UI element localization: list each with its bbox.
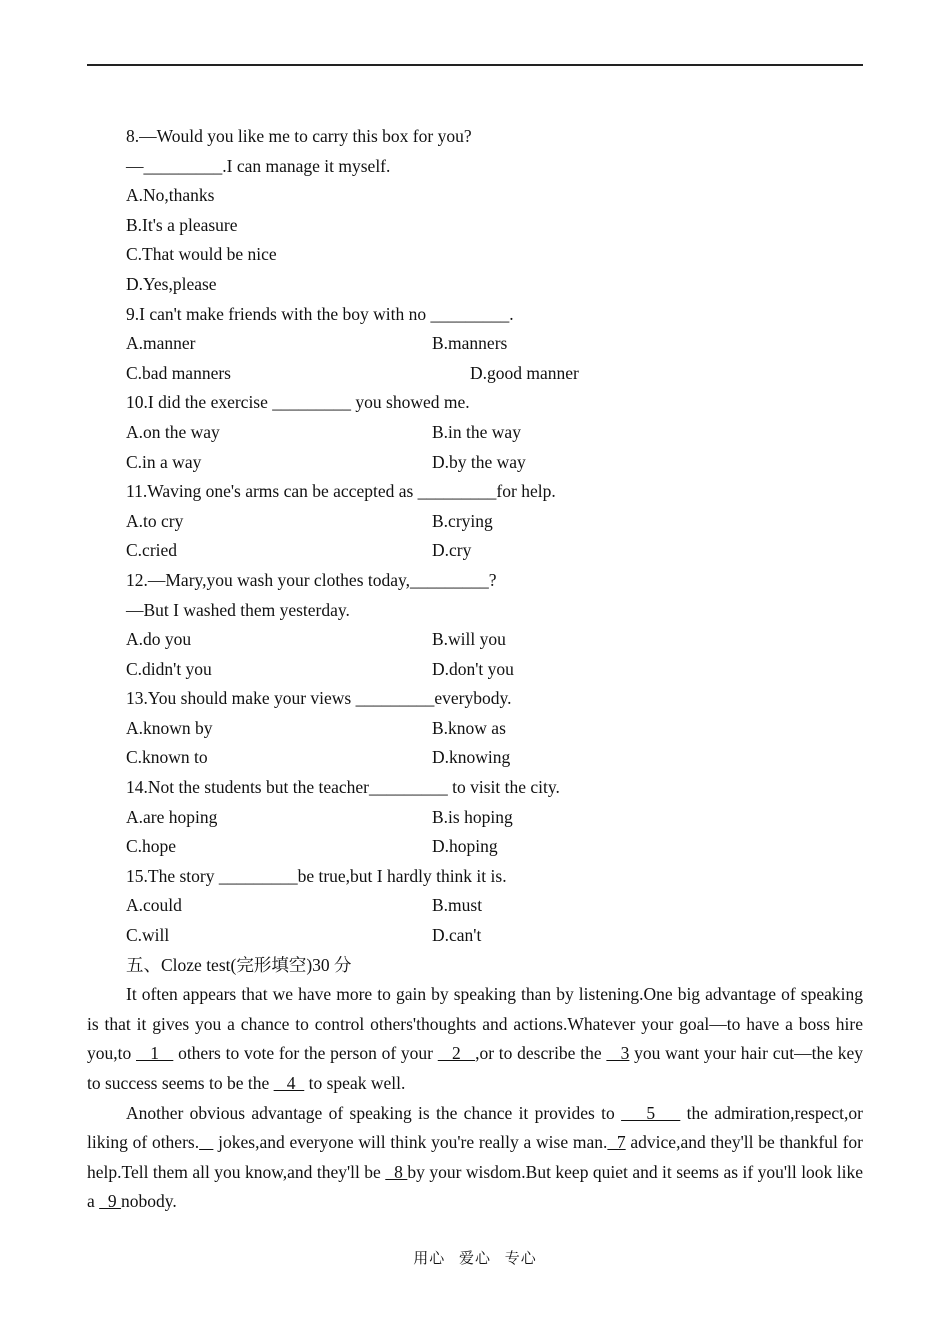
option-13b: B.know as bbox=[432, 717, 506, 738]
option-14b: B.is hoping bbox=[432, 806, 513, 827]
question-11-stem: 11.Waving one's arms can be accepted as _________for help. bbox=[126, 481, 556, 502]
cloze-text: others to vote for the person of your bbox=[173, 1043, 438, 1064]
option-14c: C.hope bbox=[126, 836, 177, 857]
options-row bbox=[87, 891, 863, 921]
question-12-stem: 12.—Mary,you wash your clothes today,_________? bbox=[126, 569, 497, 590]
option-14a: A.are hoping bbox=[126, 806, 218, 827]
options-row bbox=[87, 921, 863, 951]
option-15d: D.can't bbox=[432, 925, 482, 946]
blank-5: 5 bbox=[621, 1102, 681, 1123]
options-row bbox=[87, 832, 863, 862]
options-row bbox=[87, 803, 863, 833]
cloze-paragraph-1 bbox=[87, 980, 863, 1098]
option-14d: D.hoping bbox=[432, 836, 498, 857]
option-15b: B.must bbox=[432, 895, 483, 916]
options-row bbox=[87, 507, 863, 537]
option-15a: A.could bbox=[126, 895, 182, 916]
options-row bbox=[87, 743, 863, 773]
question-13-stem: 13.You should make your views _________everybody. bbox=[126, 688, 512, 709]
option-9a: A.manner bbox=[126, 333, 196, 354]
page-footer bbox=[0, 1247, 950, 1268]
option-12d: D.don't you bbox=[432, 658, 514, 679]
blank-6 bbox=[199, 1132, 213, 1152]
option-13a: A.known by bbox=[126, 717, 213, 738]
section-heading: 五、Cloze test(完形填空)30 分 bbox=[126, 954, 352, 975]
question-8-stem: 8.—Would you like me to carry this box for you? bbox=[126, 126, 472, 146]
options-row bbox=[87, 714, 863, 744]
blank-3: 3 bbox=[606, 1043, 630, 1064]
option-9b: B.manners bbox=[432, 333, 508, 354]
option-12c: C.didn't you bbox=[126, 658, 212, 679]
option-12a: A.do you bbox=[126, 629, 192, 650]
document-body bbox=[87, 122, 863, 1217]
cloze-passage bbox=[87, 980, 863, 1217]
cloze-text: ,or to describe the bbox=[475, 1043, 607, 1064]
cloze-paragraph-2 bbox=[87, 1099, 863, 1217]
option-8c: C.That would be nice bbox=[126, 244, 277, 265]
question-8-response: —_________.I can manage it myself. bbox=[126, 155, 391, 176]
options-row bbox=[87, 536, 863, 566]
cloze-text: the admiration,respect,or liking of others. bbox=[87, 1102, 863, 1153]
cloze-text: Another obvious advantage of speaking is the chance it provides to bbox=[126, 1102, 622, 1123]
footer-word: 专心 bbox=[504, 1249, 537, 1267]
option-10d: D.by the way bbox=[432, 451, 526, 472]
options-row bbox=[87, 625, 863, 655]
options-row bbox=[87, 359, 863, 389]
option-8a: A.No,thanks bbox=[126, 185, 215, 206]
blank-1: 1 bbox=[136, 1043, 174, 1064]
question-9-stem: 9.I can't make friends with the boy with no _________. bbox=[126, 303, 514, 324]
question-10-stem: 10.I did the exercise _________ you showed me. bbox=[126, 392, 470, 413]
blank-9: 9 bbox=[99, 1191, 122, 1212]
cloze-text: by your wisdom.But keep quiet and it seems as if you'll look like a bbox=[87, 1161, 863, 1212]
option-11d: D.cry bbox=[432, 540, 472, 561]
option-9d: D.good manner bbox=[470, 362, 579, 383]
cloze-text: nobody. bbox=[121, 1191, 177, 1212]
blank-7: 7 bbox=[607, 1132, 626, 1153]
cloze-text: advice,and they'll be thankful for help.Tell them all you know,and they'll be bbox=[87, 1132, 864, 1182]
option-9c: C.bad manners bbox=[126, 362, 231, 383]
footer-word: 爱心 bbox=[458, 1249, 491, 1267]
question-12-response: —But I washed them yesterday. bbox=[126, 599, 350, 620]
blank-4: 4 bbox=[273, 1073, 305, 1093]
option-10b: B.in the way bbox=[432, 421, 521, 442]
option-13c: C.known to bbox=[126, 747, 208, 768]
question-14-stem: 14.Not the students but the teacher_________ to visit the city. bbox=[126, 777, 560, 798]
blank-8: 8 bbox=[385, 1161, 408, 1182]
options-row bbox=[87, 448, 863, 478]
cloze-text: to speak well. bbox=[304, 1073, 406, 1093]
option-10a: A.on the way bbox=[126, 421, 220, 442]
option-11c: C.cried bbox=[126, 540, 178, 561]
option-12b: B.will you bbox=[432, 629, 506, 650]
option-10c: C.in a way bbox=[126, 451, 202, 472]
header-rule bbox=[87, 64, 863, 66]
option-15c: C.will bbox=[126, 925, 170, 946]
blank-2: 2 bbox=[437, 1043, 476, 1064]
cloze-text: jokes,and everyone will think you're really a wise man. bbox=[213, 1132, 608, 1153]
cloze-text: It often appears that we have more to gain by speaking than by listening.One big advantage of speaking is that it gives you a chance to control others'thoughts and actions.Whatever your goal—to have a boss hire you,to bbox=[87, 984, 863, 1064]
option-8b: B.It's a pleasure bbox=[126, 214, 238, 235]
option-8d: D.Yes,please bbox=[126, 273, 217, 294]
cloze-text: you want your hair cut—the key to success seems to be the bbox=[87, 1043, 864, 1093]
option-11b: B.crying bbox=[432, 510, 493, 531]
options-row bbox=[87, 655, 863, 685]
options-row bbox=[87, 418, 863, 448]
question-15-stem: 15.The story _________be true,but I hardly think it is. bbox=[126, 865, 507, 886]
footer-word: 用心 bbox=[413, 1249, 446, 1267]
options-row bbox=[87, 329, 863, 359]
option-13d: D.knowing bbox=[432, 747, 511, 768]
option-11a: A.to cry bbox=[126, 510, 184, 531]
